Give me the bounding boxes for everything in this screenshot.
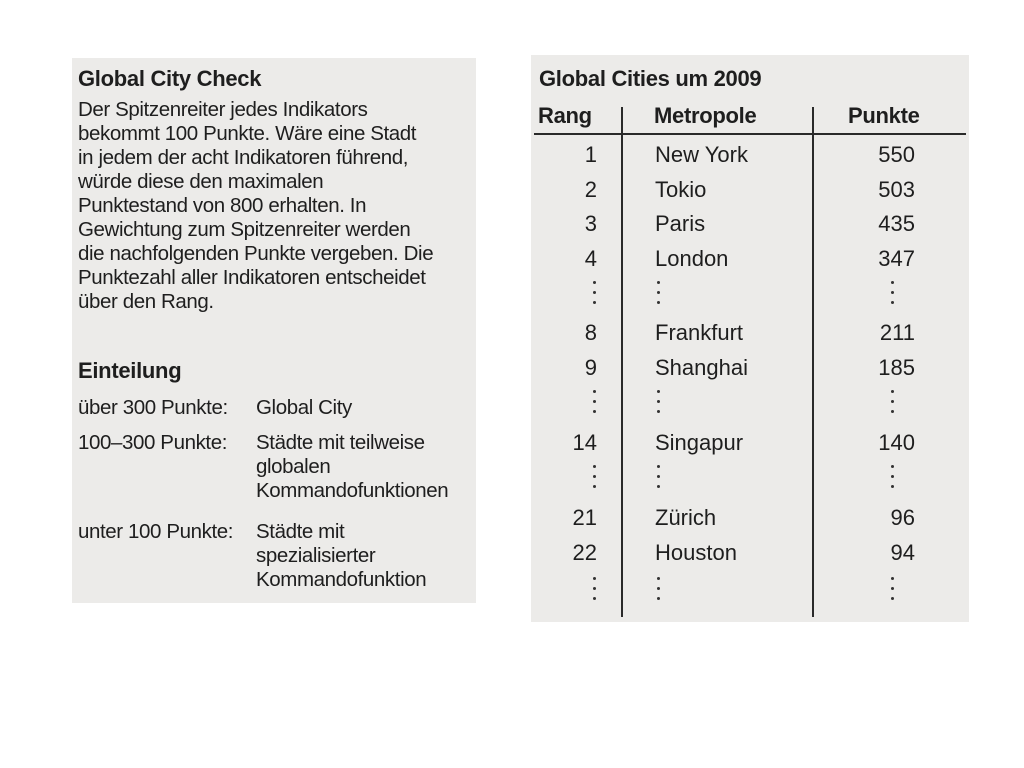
description-line: Global City [256, 396, 352, 419]
info-panel [72, 58, 476, 603]
points-cell: 503 [878, 177, 915, 202]
ranking-title: Global Cities um 2009 [539, 66, 762, 91]
paragraph-line: die nachfolgenden Punkte vergeben. Die [78, 242, 434, 265]
ellipsis-dots [593, 465, 597, 495]
paragraph-line: in jedem der acht Indikatoren führend, [78, 146, 409, 169]
paragraph-line: über den Rang. [78, 290, 214, 313]
table-row [531, 246, 969, 281]
paragraph-line: würde diese den maximalen [78, 170, 324, 193]
description-line: globalen [256, 455, 331, 478]
table-row [531, 211, 969, 246]
description-line: spezialisierter [256, 544, 376, 567]
city-cell: Shanghai [655, 355, 748, 380]
city-cell: Tokio [655, 177, 707, 202]
description-line: Kommandofunktionen [256, 479, 449, 502]
rank-cell: 8 [584, 320, 597, 345]
ellipsis-dots [657, 281, 661, 311]
paragraph-line: bekommt 100 Punkte. Wäre eine Stadt [78, 122, 417, 145]
rank-cell: 4 [584, 246, 597, 271]
table-row [531, 177, 969, 212]
row-gap [531, 281, 969, 321]
row-gap [531, 390, 969, 430]
info-paragraph [78, 98, 478, 314]
city-cell: Houston [655, 540, 737, 565]
paragraph-line: Der Spitzenreiter jedes Indikators [78, 98, 368, 121]
ellipsis-dots [891, 577, 895, 607]
header-rule [534, 133, 966, 135]
points-cell: 435 [878, 211, 915, 236]
category-description [256, 431, 448, 503]
rank-cell: 2 [584, 177, 597, 202]
city-cell: Singapur [655, 430, 744, 455]
ellipsis-dots [891, 390, 895, 420]
ranking-panel [531, 55, 969, 622]
city-cell: Paris [655, 211, 706, 236]
table-row [531, 540, 969, 575]
ellipsis-dots [593, 281, 597, 311]
column-header-city: Metropole [654, 103, 757, 128]
rank-cell: 1 [584, 142, 597, 167]
rank-cell: 21 [572, 505, 597, 530]
row-gap [531, 465, 969, 505]
city-cell: New York [655, 142, 748, 167]
category-label: 100–300 Punkte: [78, 431, 228, 454]
points-cell: 140 [878, 430, 915, 455]
row-gap [531, 577, 969, 617]
table-row [531, 355, 969, 390]
table-row [531, 430, 969, 465]
rank-cell: 9 [584, 355, 597, 380]
points-cell: 94 [890, 540, 915, 565]
table-row [531, 505, 969, 540]
ellipsis-dots [657, 465, 661, 495]
category-label: unter 100 Punkte: [78, 520, 234, 543]
rank-cell: 22 [572, 540, 597, 565]
ellipsis-dots [657, 390, 661, 420]
classification-title: Einteilung [78, 358, 182, 383]
column-header-points: Punkte [848, 103, 920, 128]
table-row [531, 320, 969, 355]
paragraph-line: Gewichtung zum Spitzenreiter werden [78, 218, 411, 241]
rank-cell: 3 [584, 211, 597, 236]
city-cell: Zürich [655, 505, 717, 530]
category-description [256, 396, 352, 420]
points-cell: 211 [879, 320, 915, 345]
ellipsis-dots [593, 390, 597, 420]
points-cell: 347 [878, 246, 915, 271]
column-header-rank: Rang [538, 103, 592, 128]
city-cell: London [655, 246, 729, 271]
city-cell: Frankfurt [655, 320, 744, 345]
description-line: Kommandofunktion [256, 568, 427, 591]
ellipsis-dots [593, 577, 597, 607]
description-line: Städte mit teilweise [256, 431, 425, 454]
ellipsis-dots [657, 577, 661, 607]
paragraph-line: Punktestand von 800 erhalten. In [78, 194, 367, 217]
ellipsis-dots [891, 281, 895, 311]
table-row [531, 142, 969, 177]
points-cell: 185 [878, 355, 915, 380]
info-title: Global City Check [78, 66, 262, 91]
points-cell: 96 [890, 505, 915, 530]
category-label: über 300 Punkte: [78, 396, 228, 419]
paragraph-line: Punktezahl aller Indikatoren entscheidet [78, 266, 426, 289]
ellipsis-dots [891, 465, 895, 495]
category-description [256, 520, 426, 592]
rank-cell: 14 [572, 430, 597, 455]
description-line: Städte mit [256, 520, 345, 543]
points-cell: 550 [878, 142, 915, 167]
